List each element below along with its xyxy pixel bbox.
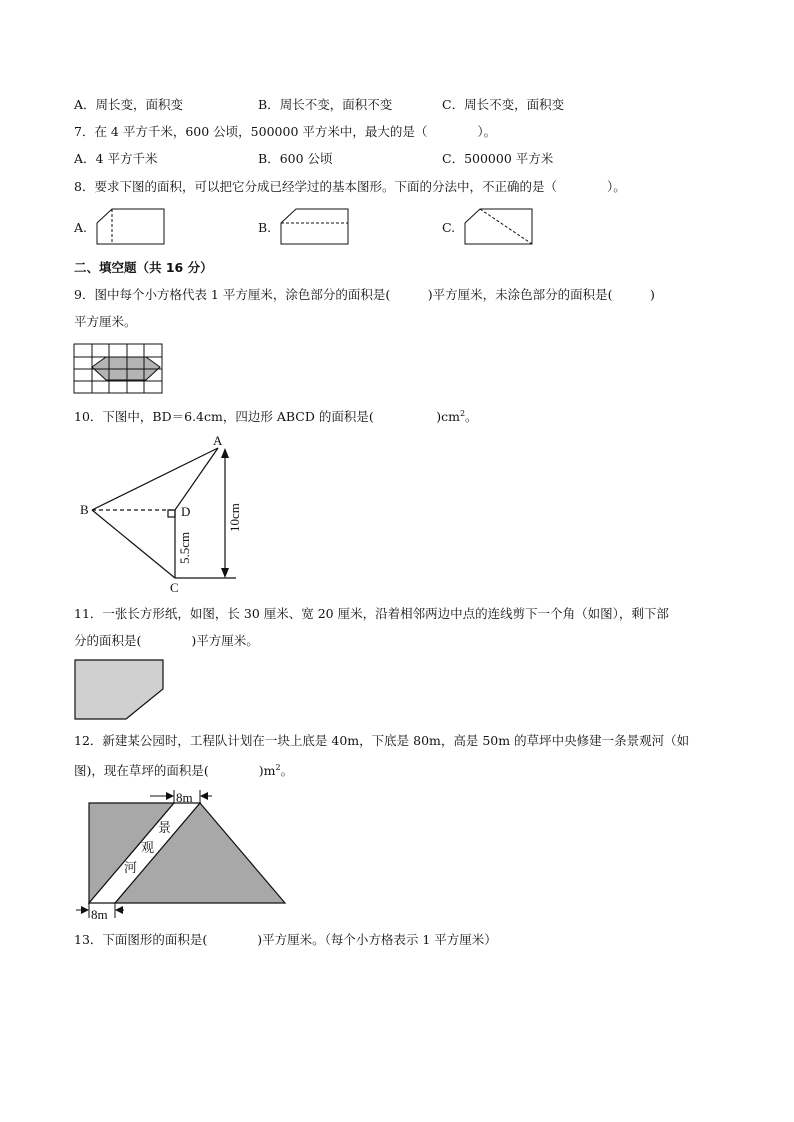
q12-river-char-1: 景 <box>158 820 172 835</box>
q7-option-b: B．600 公顷 <box>258 151 333 166</box>
section-2-title: 二、填空题（共 16 分） <box>74 260 213 275</box>
q6-option-a: A．周长变，面积变 <box>74 97 184 112</box>
q10-label-b: B <box>80 502 89 517</box>
q10-label-c: C <box>170 580 179 595</box>
q11-line2: 分的面积是( )平方厘米。 <box>74 633 259 648</box>
q7-option-a: A．4 平方千米 <box>74 151 158 166</box>
q8-option-c-label: C. <box>442 220 456 235</box>
q12-top-arrowhead-right <box>200 792 208 800</box>
q12-river-char-3: 河 <box>124 860 138 875</box>
q12-bottom-arrowhead-left <box>81 906 89 914</box>
q9-line2: 平方厘米。 <box>74 314 137 329</box>
q10-label-a: A <box>213 433 223 448</box>
q8-option-b-label: B. <box>258 220 272 235</box>
q12-top-width-label: 8m <box>176 790 193 805</box>
q10-stem: 10．下图中，BD＝6.4cm，四边形 ABCD 的面积是( )$cm^2$。 <box>74 409 478 425</box>
q10-label-height: 10cm <box>227 503 242 532</box>
q12-line2: 图)，现在草坪的面积是( )$m^2$。 <box>74 763 294 779</box>
q9-line1: 9．图中每个小方格代表 1 平方厘米，涂色部分的面积是( )平方厘米，未涂色部分的面积是( ) <box>74 287 655 302</box>
q12-line1: 12．新建某公园时，工程队计划在一块上底是 40m，下底是 80m，高是 50m 的草坪中央修建一条景观河（如 <box>74 733 690 748</box>
q7-stem: 7．在 4 平方千米，600 公顷，500000 平方米中，最大的是（ ）。 <box>74 124 497 139</box>
q12-bottom-width-label: 8m <box>91 907 108 922</box>
q7-option-c: C．500000 平方米 <box>442 151 554 166</box>
q10-label-d: D <box>181 504 191 519</box>
q13-stem: 13．下面图形的面积是( )平方厘米。（每个小方格表示 1 平方厘米） <box>74 932 497 947</box>
q12-river-char-2: 观 <box>141 840 155 855</box>
q8-stem: 8．要求下图的面积，可以把它分成已经学过的基本图形。下面的分法中，不正确的是（ ）。 <box>74 179 626 194</box>
q6-option-b: B．周长不变，面积不变 <box>258 97 393 112</box>
q10-label-dc: 5.5cm <box>177 531 192 564</box>
q12-top-arrowhead-left <box>166 792 174 800</box>
q8-option-a-label: A. <box>74 220 88 235</box>
q6-option-c: C．周长不变，面积变 <box>442 97 565 112</box>
q11-line1: 11．一张长方形纸，如图，长 30 厘米、宽 20 厘米，沿着相邻两边中点的连线剪下一个角（如图），剩下部 <box>74 606 669 621</box>
q12-bottom-arrowhead-right <box>115 906 123 914</box>
